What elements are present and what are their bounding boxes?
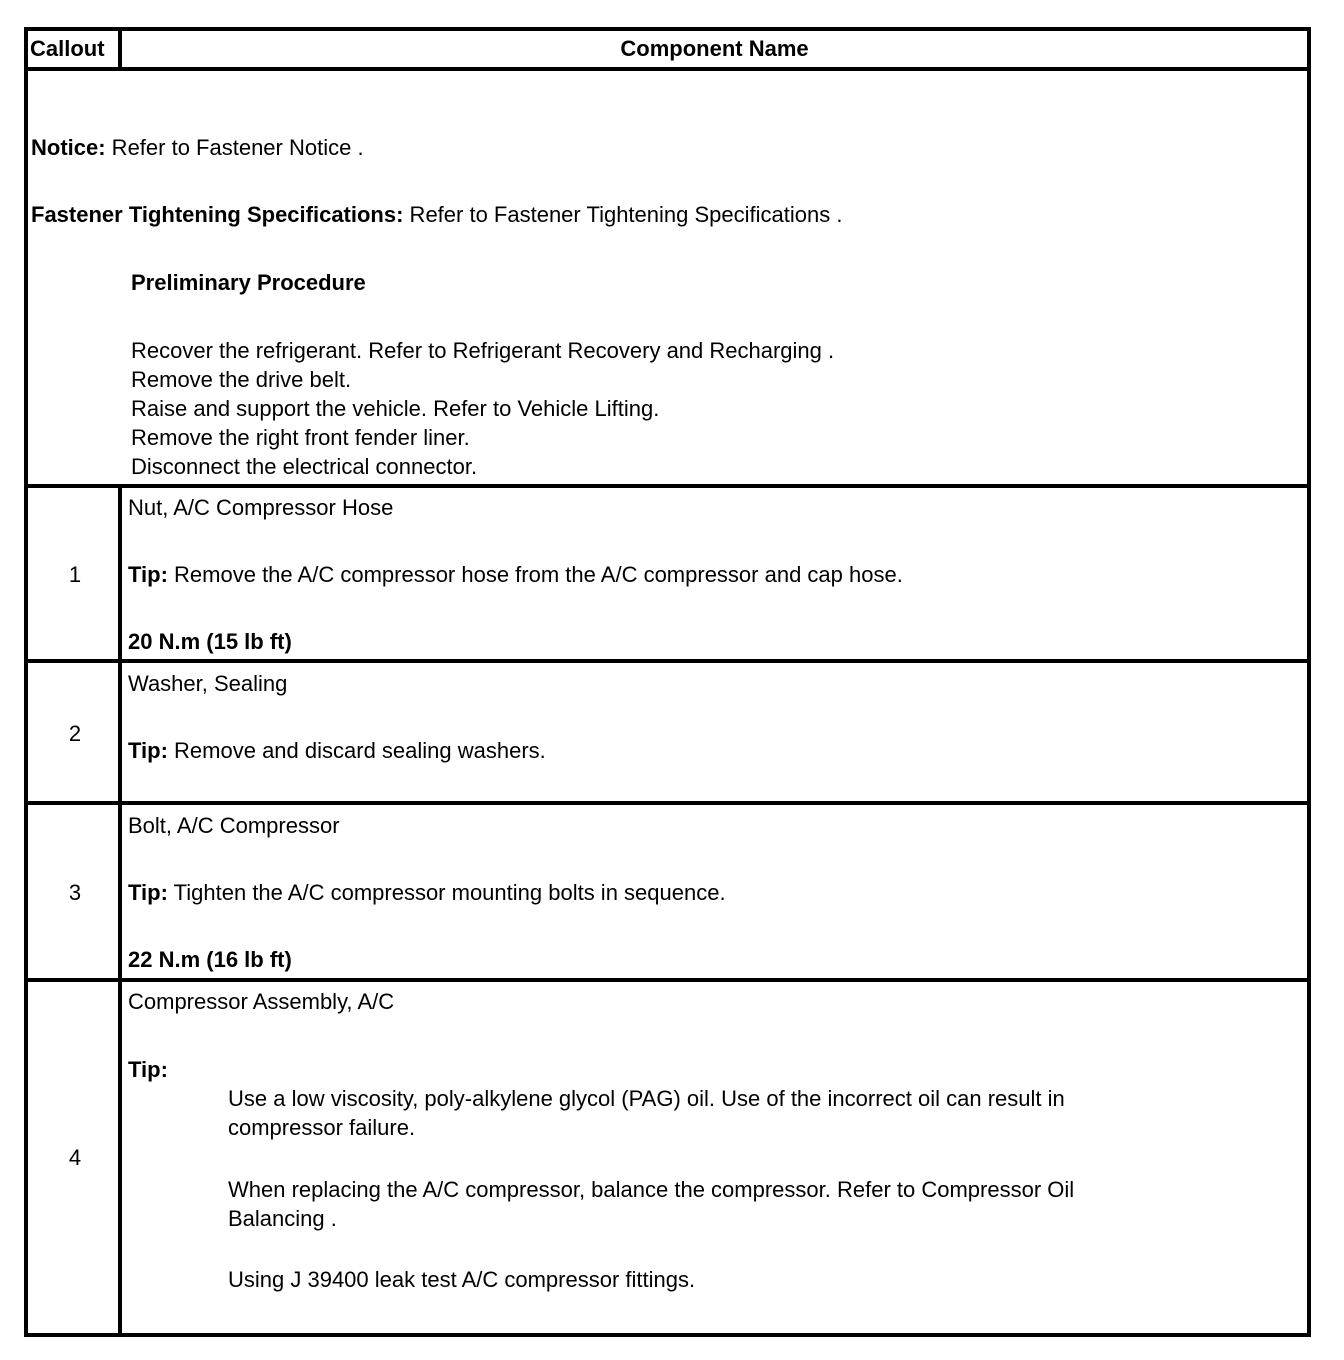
- preliminary-step: Recover the refrigerant. Refer to Refrigerant Recovery and Recharging .: [131, 338, 835, 363]
- row-divider: [24, 978, 1311, 982]
- component-name: Compressor Assembly, A/C: [128, 989, 395, 1014]
- tip-text: Use a low viscosity, poly-alkylene glycol (PAG) oil. Use of the incorrect oil can result in: [228, 1086, 1065, 1111]
- table-border-bottom: [24, 1333, 1311, 1337]
- table-border-left: [24, 27, 28, 1337]
- preliminary-step: Remove the drive belt.: [131, 367, 352, 392]
- tip-line: [128, 738, 546, 764]
- notice-line: [31, 135, 364, 161]
- component-name: Bolt, A/C Compressor: [128, 813, 340, 838]
- preliminary-step: Raise and support the vehicle. Refer to Vehicle Lifting.: [131, 396, 660, 421]
- header-callout: Callout: [30, 36, 105, 61]
- tip-label: Tip:: [128, 1057, 168, 1082]
- table-border-right: [1307, 27, 1311, 1337]
- notice-text: Refer to Fastener Notice .: [105, 135, 364, 160]
- tip-label: Tip:: [128, 562, 168, 587]
- component-name: Nut, A/C Compressor Hose: [128, 495, 394, 520]
- torque-spec: 22 N.m (16 lb ft): [128, 947, 292, 972]
- preliminary-step: Disconnect the electrical connector.: [131, 454, 478, 479]
- tip-line: [128, 562, 903, 588]
- tip-label: Tip:: [128, 880, 168, 905]
- callout-number: 1: [68, 562, 82, 587]
- tip-text: Using J 39400 leak test A/C compressor fittings.: [228, 1267, 696, 1292]
- tip-text: Remove the A/C compressor hose from the A/C compressor and cap hose.: [167, 562, 903, 587]
- spec-label: Fastener Tightening Specifications:: [31, 202, 404, 227]
- preliminary-title: Preliminary Procedure: [131, 270, 366, 295]
- tip-line: [128, 880, 726, 906]
- torque-spec: 20 N.m (15 lb ft): [128, 629, 292, 654]
- tip-text: When replacing the A/C compressor, balance the compressor. Refer to Compressor Oil: [228, 1177, 1075, 1202]
- column-divider: [118, 484, 122, 1337]
- component-name: Washer, Sealing: [128, 671, 288, 696]
- table-border-top: [24, 27, 1311, 31]
- row-divider: [24, 801, 1311, 805]
- spec-text: Refer to Fastener Tightening Specifications .: [403, 202, 843, 227]
- tip-label: Tip:: [128, 738, 168, 763]
- component-table: [24, 27, 1311, 1337]
- row-divider: [24, 484, 1311, 488]
- tip-text: compressor failure.: [228, 1115, 416, 1140]
- header-divider: [24, 67, 1311, 71]
- callout-number: 3: [68, 880, 82, 905]
- tip-text: Balancing .: [228, 1206, 337, 1231]
- notice-label: Notice:: [31, 135, 106, 160]
- callout-number: 2: [68, 721, 82, 746]
- callout-number: 4: [68, 1145, 82, 1170]
- row-divider: [24, 659, 1311, 663]
- header-component-name: Component Name: [620, 36, 809, 61]
- spec-line: [31, 202, 842, 228]
- tip-text: Remove and discard sealing washers.: [167, 738, 546, 763]
- preliminary-step: Remove the right front fender liner.: [131, 425, 470, 450]
- tip-text: Tighten the A/C compressor mounting bolts in sequence.: [167, 880, 726, 905]
